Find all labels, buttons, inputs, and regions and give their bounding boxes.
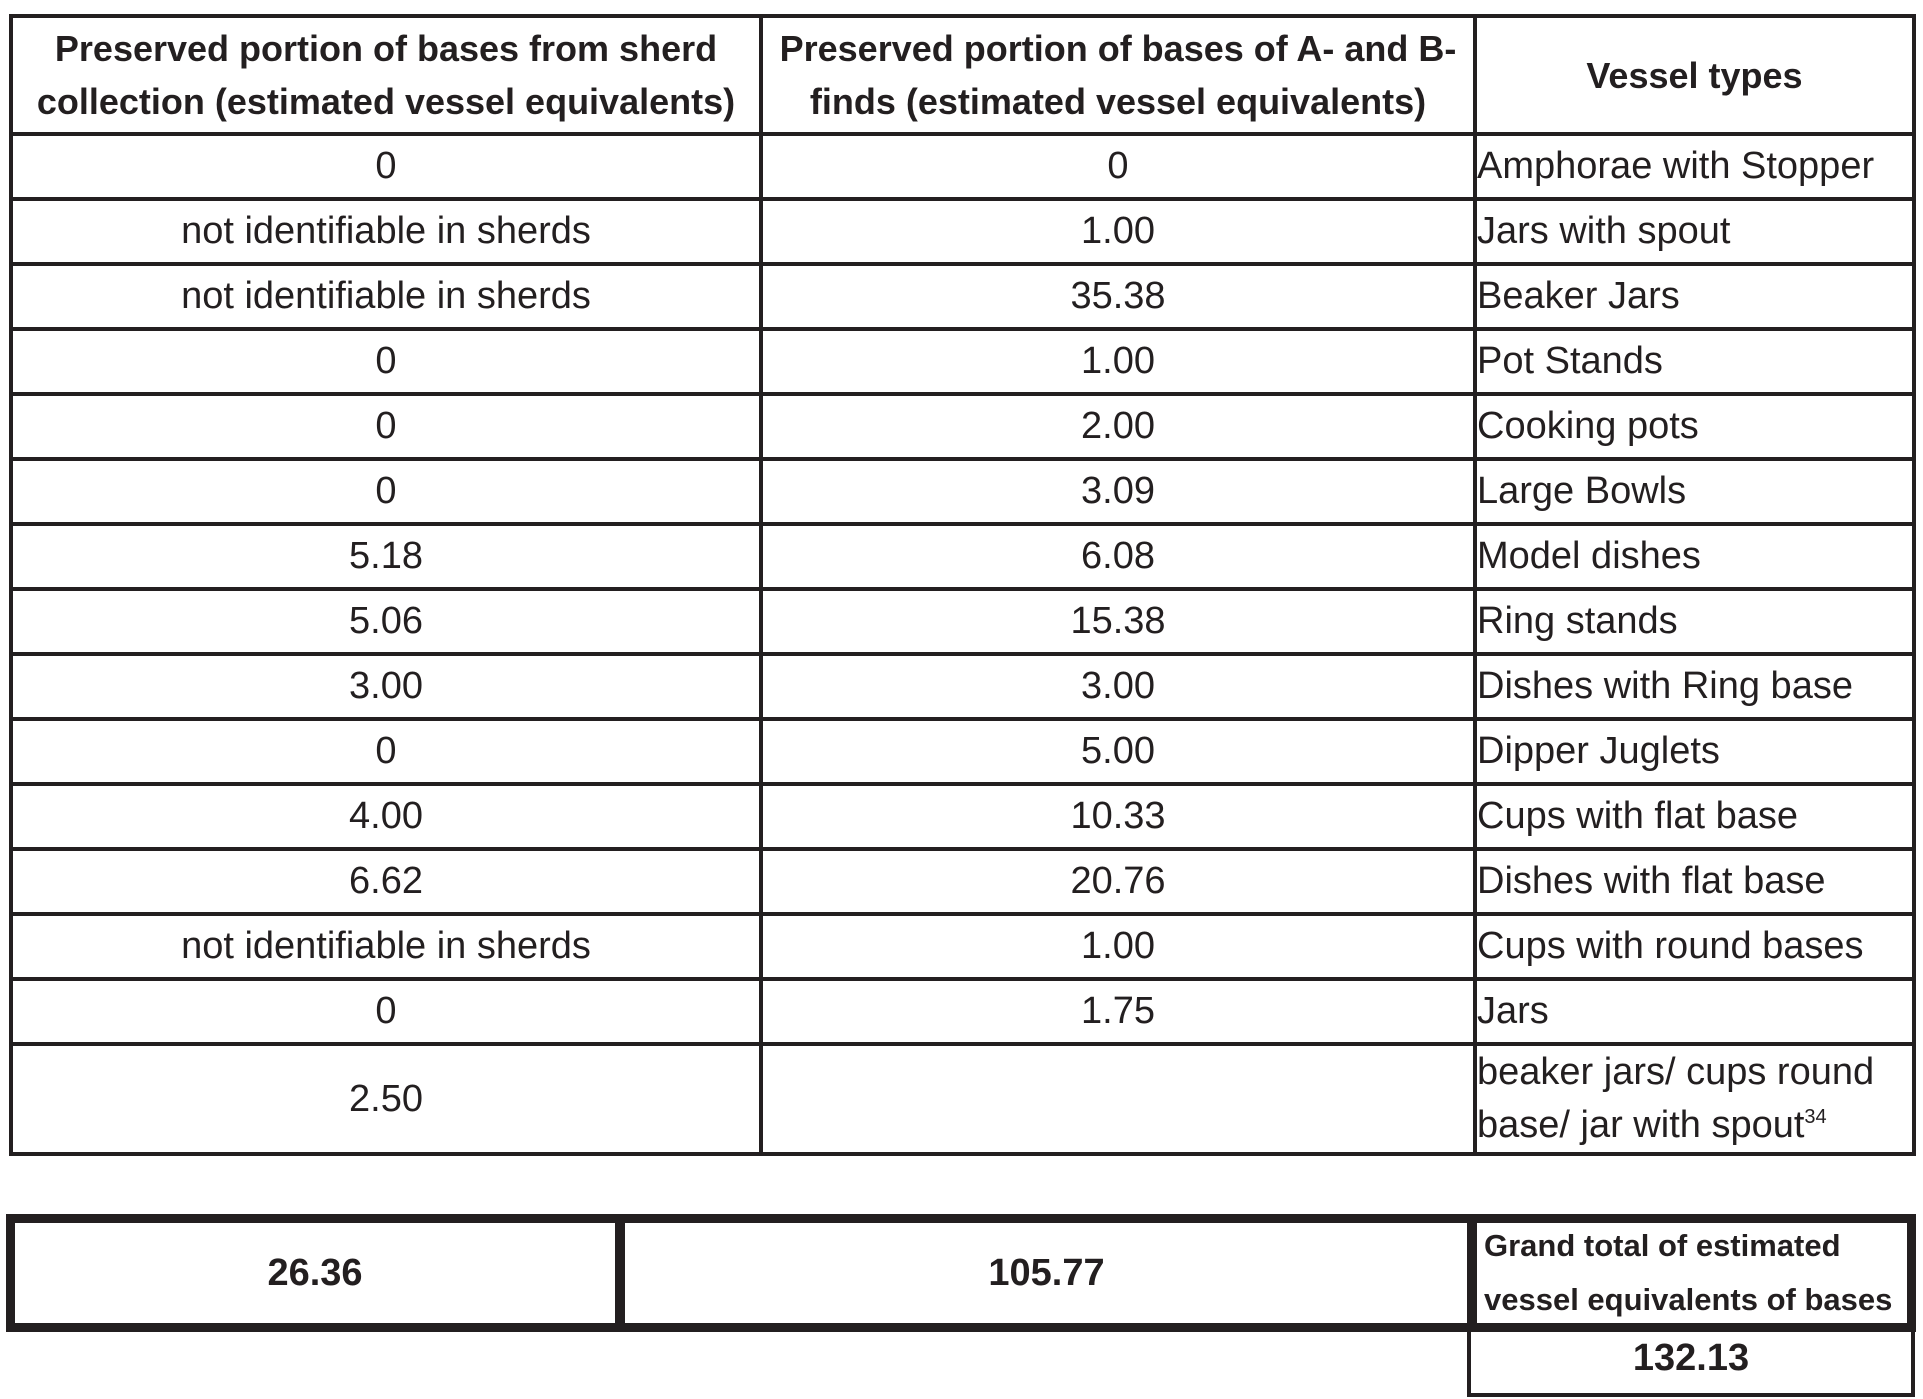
cell-sherd: not identifiable in sherds bbox=[11, 264, 761, 329]
table-row bbox=[11, 459, 1914, 524]
table-row bbox=[11, 914, 1914, 979]
cell-type: Cooking pots bbox=[1475, 394, 1914, 459]
totals-row bbox=[6, 1214, 1916, 1332]
header-ab-finds: Preserved portion of bases of A- and B-finds (estimated vessel equivalents) bbox=[761, 16, 1475, 134]
cell-type: Dishes with flat base bbox=[1475, 849, 1914, 914]
cell-type: Jars bbox=[1475, 979, 1914, 1044]
table-row bbox=[11, 329, 1914, 394]
cell-ab: 1.00 bbox=[761, 199, 1475, 264]
cell-type: Dishes with Ring base bbox=[1475, 654, 1914, 719]
cell-sherd: 2.50 bbox=[11, 1044, 761, 1154]
cell-type-text: beaker jars/ cups round base/ jar with spout bbox=[1477, 1051, 1875, 1146]
cell-sherd: 0 bbox=[11, 459, 761, 524]
cell-sherd: 0 bbox=[11, 394, 761, 459]
data-table bbox=[9, 14, 1916, 1156]
cell-ab: 0 bbox=[761, 134, 1475, 199]
cell-ab: 15.38 bbox=[761, 589, 1475, 654]
cell-ab: 5.00 bbox=[761, 719, 1475, 784]
cell-type: Cups with round bases bbox=[1475, 914, 1914, 979]
cell-sherd: 5.06 bbox=[11, 589, 761, 654]
cell-type: Pot Stands bbox=[1475, 329, 1914, 394]
table-row bbox=[11, 524, 1914, 589]
table-row bbox=[11, 264, 1914, 329]
cell-sherd: 0 bbox=[11, 979, 761, 1044]
cell-ab: 1.75 bbox=[761, 979, 1475, 1044]
table-row bbox=[11, 719, 1914, 784]
footnote-marker: 34 bbox=[1804, 1106, 1827, 1128]
cell-type: Model dishes bbox=[1475, 524, 1914, 589]
table-row bbox=[11, 979, 1914, 1044]
cell-type: Beaker Jars bbox=[1475, 264, 1914, 329]
table-row bbox=[11, 849, 1914, 914]
table-row bbox=[11, 784, 1914, 849]
cell-sherd: not identifiable in sherds bbox=[11, 199, 761, 264]
total-sherd: 26.36 bbox=[6, 1214, 624, 1332]
table-row bbox=[11, 1044, 1914, 1154]
cell-sherd: not identifiable in sherds bbox=[11, 914, 761, 979]
grand-total-value: 132.13 bbox=[1467, 1323, 1915, 1397]
cell-ab: 35.38 bbox=[761, 264, 1475, 329]
cell-type: Large Bowls bbox=[1475, 459, 1914, 524]
cell-sherd: 0 bbox=[11, 719, 761, 784]
cell-type: Amphorae with Stopper bbox=[1475, 134, 1914, 199]
cell-type: Dipper Juglets bbox=[1475, 719, 1914, 784]
cell-ab: 1.00 bbox=[761, 914, 1475, 979]
cell-sherd: 6.62 bbox=[11, 849, 761, 914]
cell-sherd: 3.00 bbox=[11, 654, 761, 719]
cell-ab: 2.00 bbox=[761, 394, 1475, 459]
cell-ab: 1.00 bbox=[761, 329, 1475, 394]
cell-type: Ring stands bbox=[1475, 589, 1914, 654]
grand-total-label: Grand total of estimated vessel equivalents of bases bbox=[1467, 1214, 1916, 1332]
cell-ab: 3.00 bbox=[761, 654, 1475, 719]
cell-type bbox=[1475, 1044, 1914, 1154]
header-row bbox=[11, 16, 1914, 134]
cell-sherd: 0 bbox=[11, 329, 761, 394]
header-vessel-types: Vessel types bbox=[1475, 16, 1914, 134]
header-sherd-collection: Preserved portion of bases from sherd collection (estimated vessel equivalents) bbox=[11, 16, 761, 134]
vessel-equivalents-table bbox=[9, 14, 1912, 1156]
cell-sherd: 0 bbox=[11, 134, 761, 199]
cell-type: Jars with spout bbox=[1475, 199, 1914, 264]
cell-sherd: 4.00 bbox=[11, 784, 761, 849]
cell-ab: 6.08 bbox=[761, 524, 1475, 589]
table-row bbox=[11, 654, 1914, 719]
cell-ab: 10.33 bbox=[761, 784, 1475, 849]
cell-ab: 20.76 bbox=[761, 849, 1475, 914]
cell-type: Cups with flat base bbox=[1475, 784, 1914, 849]
cell-ab: 3.09 bbox=[761, 459, 1475, 524]
table-row bbox=[11, 589, 1914, 654]
table-row bbox=[11, 134, 1914, 199]
total-ab-finds: 105.77 bbox=[616, 1214, 1477, 1332]
cell-sherd: 5.18 bbox=[11, 524, 761, 589]
table-row bbox=[11, 199, 1914, 264]
cell-ab bbox=[761, 1044, 1475, 1154]
table-row bbox=[11, 394, 1914, 459]
